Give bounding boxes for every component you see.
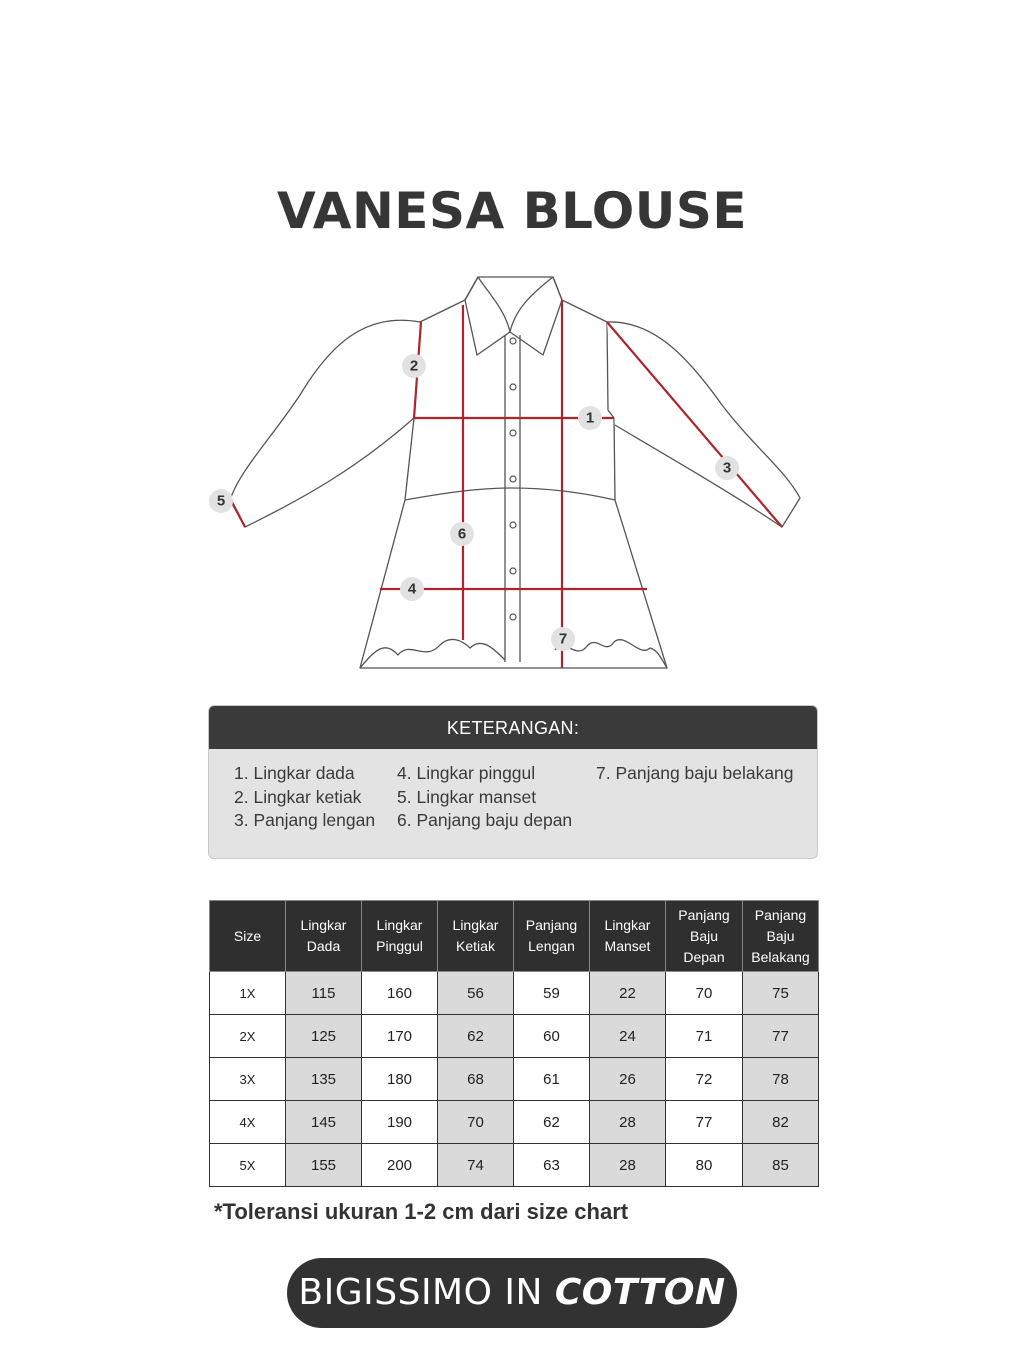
measurement-cell: 62 <box>438 1015 514 1058</box>
measurement-cell: 77 <box>743 1015 819 1058</box>
svg-text:4: 4 <box>407 580 417 598</box>
measurement-cell: 155 <box>286 1144 362 1187</box>
table-row <box>210 1101 819 1144</box>
table-row <box>210 1144 819 1187</box>
blouse-measurement-diagram <box>195 265 815 685</box>
column-header-line: Lingkar <box>300 917 347 933</box>
measurement-cell: 60 <box>514 1015 590 1058</box>
column-header <box>590 901 666 972</box>
measurement-cell: 28 <box>590 1101 666 1144</box>
column-header-line: Lingkar <box>452 917 499 933</box>
column-header-line: Ketiak <box>456 938 495 954</box>
column-header-line: Size <box>233 927 262 944</box>
size-cell: 5X <box>210 1144 286 1187</box>
column-header-line: Belakang <box>751 948 810 965</box>
column-header-line: Baju <box>689 927 719 944</box>
brand-emphasis: COTTON <box>554 1272 726 1313</box>
column-header-line: Panjang <box>525 917 578 933</box>
measurement-cell: 62 <box>514 1101 590 1144</box>
measurement-cell: 59 <box>514 972 590 1015</box>
page-title: VANESA BLOUSE <box>276 182 748 240</box>
column-header <box>666 901 743 972</box>
measurement-cell: 63 <box>514 1144 590 1187</box>
column-header <box>514 901 590 972</box>
measurement-cell: 70 <box>666 972 743 1015</box>
column-header <box>210 901 286 972</box>
legend-column-2 <box>397 762 572 833</box>
measurement-cell: 160 <box>362 972 438 1015</box>
column-header-line: Manset <box>604 938 651 954</box>
brand-badge <box>287 1258 737 1328</box>
svg-text:6: 6 <box>457 525 467 543</box>
size-cell: 4X <box>210 1101 286 1144</box>
measurement-cell: 61 <box>514 1058 590 1101</box>
measurement-cell: 77 <box>666 1101 743 1144</box>
table-row <box>210 972 819 1015</box>
measurement-cell: 180 <box>362 1058 438 1101</box>
measurement-cell: 200 <box>362 1144 438 1187</box>
legend-item: 1. Lingkar dada <box>234 763 355 783</box>
column-header <box>438 901 514 972</box>
measurement-cell: 74 <box>438 1144 514 1187</box>
column-header-line: Lengan <box>528 938 575 954</box>
table-row <box>210 1058 819 1101</box>
measurement-cell: 24 <box>590 1015 666 1058</box>
legend-column-3 <box>596 762 794 786</box>
legend-item: 5. Lingkar manset <box>397 786 537 807</box>
measurement-cell: 80 <box>666 1144 743 1187</box>
table-body <box>210 972 819 1187</box>
measurement-cell: 135 <box>286 1058 362 1101</box>
column-header-line: Depan <box>683 948 725 965</box>
size-chart-table <box>209 900 819 1187</box>
measurement-cell: 190 <box>362 1101 438 1144</box>
size-cell: 1X <box>210 972 286 1015</box>
column-header-line: Panjang <box>754 906 807 923</box>
measurement-cell: 78 <box>743 1058 819 1101</box>
column-header-line: Lingkar <box>376 917 423 933</box>
legend-item: 6. Panjang baju depan <box>397 810 573 830</box>
table-header-row <box>210 901 819 972</box>
column-header-line: Baju <box>766 927 795 944</box>
column-header-line: Lingkar <box>604 917 651 933</box>
svg-text:2: 2 <box>409 357 419 375</box>
column-header-line: Panjang <box>678 906 730 923</box>
tolerance-note: *Toleransi ukuran 1-2 cm dari size chart <box>214 1199 629 1224</box>
svg-text:7: 7 <box>558 630 568 648</box>
measurement-cell: 28 <box>590 1144 666 1187</box>
column-header <box>743 901 819 972</box>
measurement-cell: 71 <box>666 1015 743 1058</box>
measurement-cell: 82 <box>743 1101 819 1144</box>
legend-panel <box>208 705 818 859</box>
measurement-cell: 85 <box>743 1144 819 1187</box>
measurement-cell: 68 <box>438 1058 514 1101</box>
measurement-cell: 22 <box>590 972 666 1015</box>
column-header <box>286 901 362 972</box>
measurement-cell: 170 <box>362 1015 438 1058</box>
svg-text:3: 3 <box>722 459 732 477</box>
measurement-cell: 115 <box>286 972 362 1015</box>
svg-text:1: 1 <box>585 409 595 427</box>
column-header <box>362 901 438 972</box>
column-header-line: Dada <box>306 938 341 954</box>
legend-item: 2. Lingkar ketiak <box>234 786 362 807</box>
column-header-line: Pinggul <box>376 938 423 954</box>
measurement-cell: 70 <box>438 1101 514 1144</box>
measurement-cell: 56 <box>438 972 514 1015</box>
legend-heading: KETERANGAN: <box>209 706 817 749</box>
brand-prefix: BIGISSIMO IN <box>298 1272 555 1313</box>
measurement-cell: 72 <box>666 1058 743 1101</box>
measurement-cell: 145 <box>286 1101 362 1144</box>
measurement-cell: 125 <box>286 1015 362 1058</box>
legend-column-1 <box>234 762 375 833</box>
legend-item: 7. Panjang baju belakang <box>596 763 794 783</box>
size-cell: 3X <box>210 1058 286 1101</box>
measurement-cell: 26 <box>590 1058 666 1101</box>
measurement-cell: 75 <box>743 972 819 1015</box>
svg-text:5: 5 <box>216 492 226 510</box>
legend-item: 3. Panjang lengan <box>234 810 376 830</box>
table-row <box>210 1015 819 1058</box>
size-cell: 2X <box>210 1015 286 1058</box>
legend-item: 4. Lingkar pinggul <box>397 763 536 783</box>
